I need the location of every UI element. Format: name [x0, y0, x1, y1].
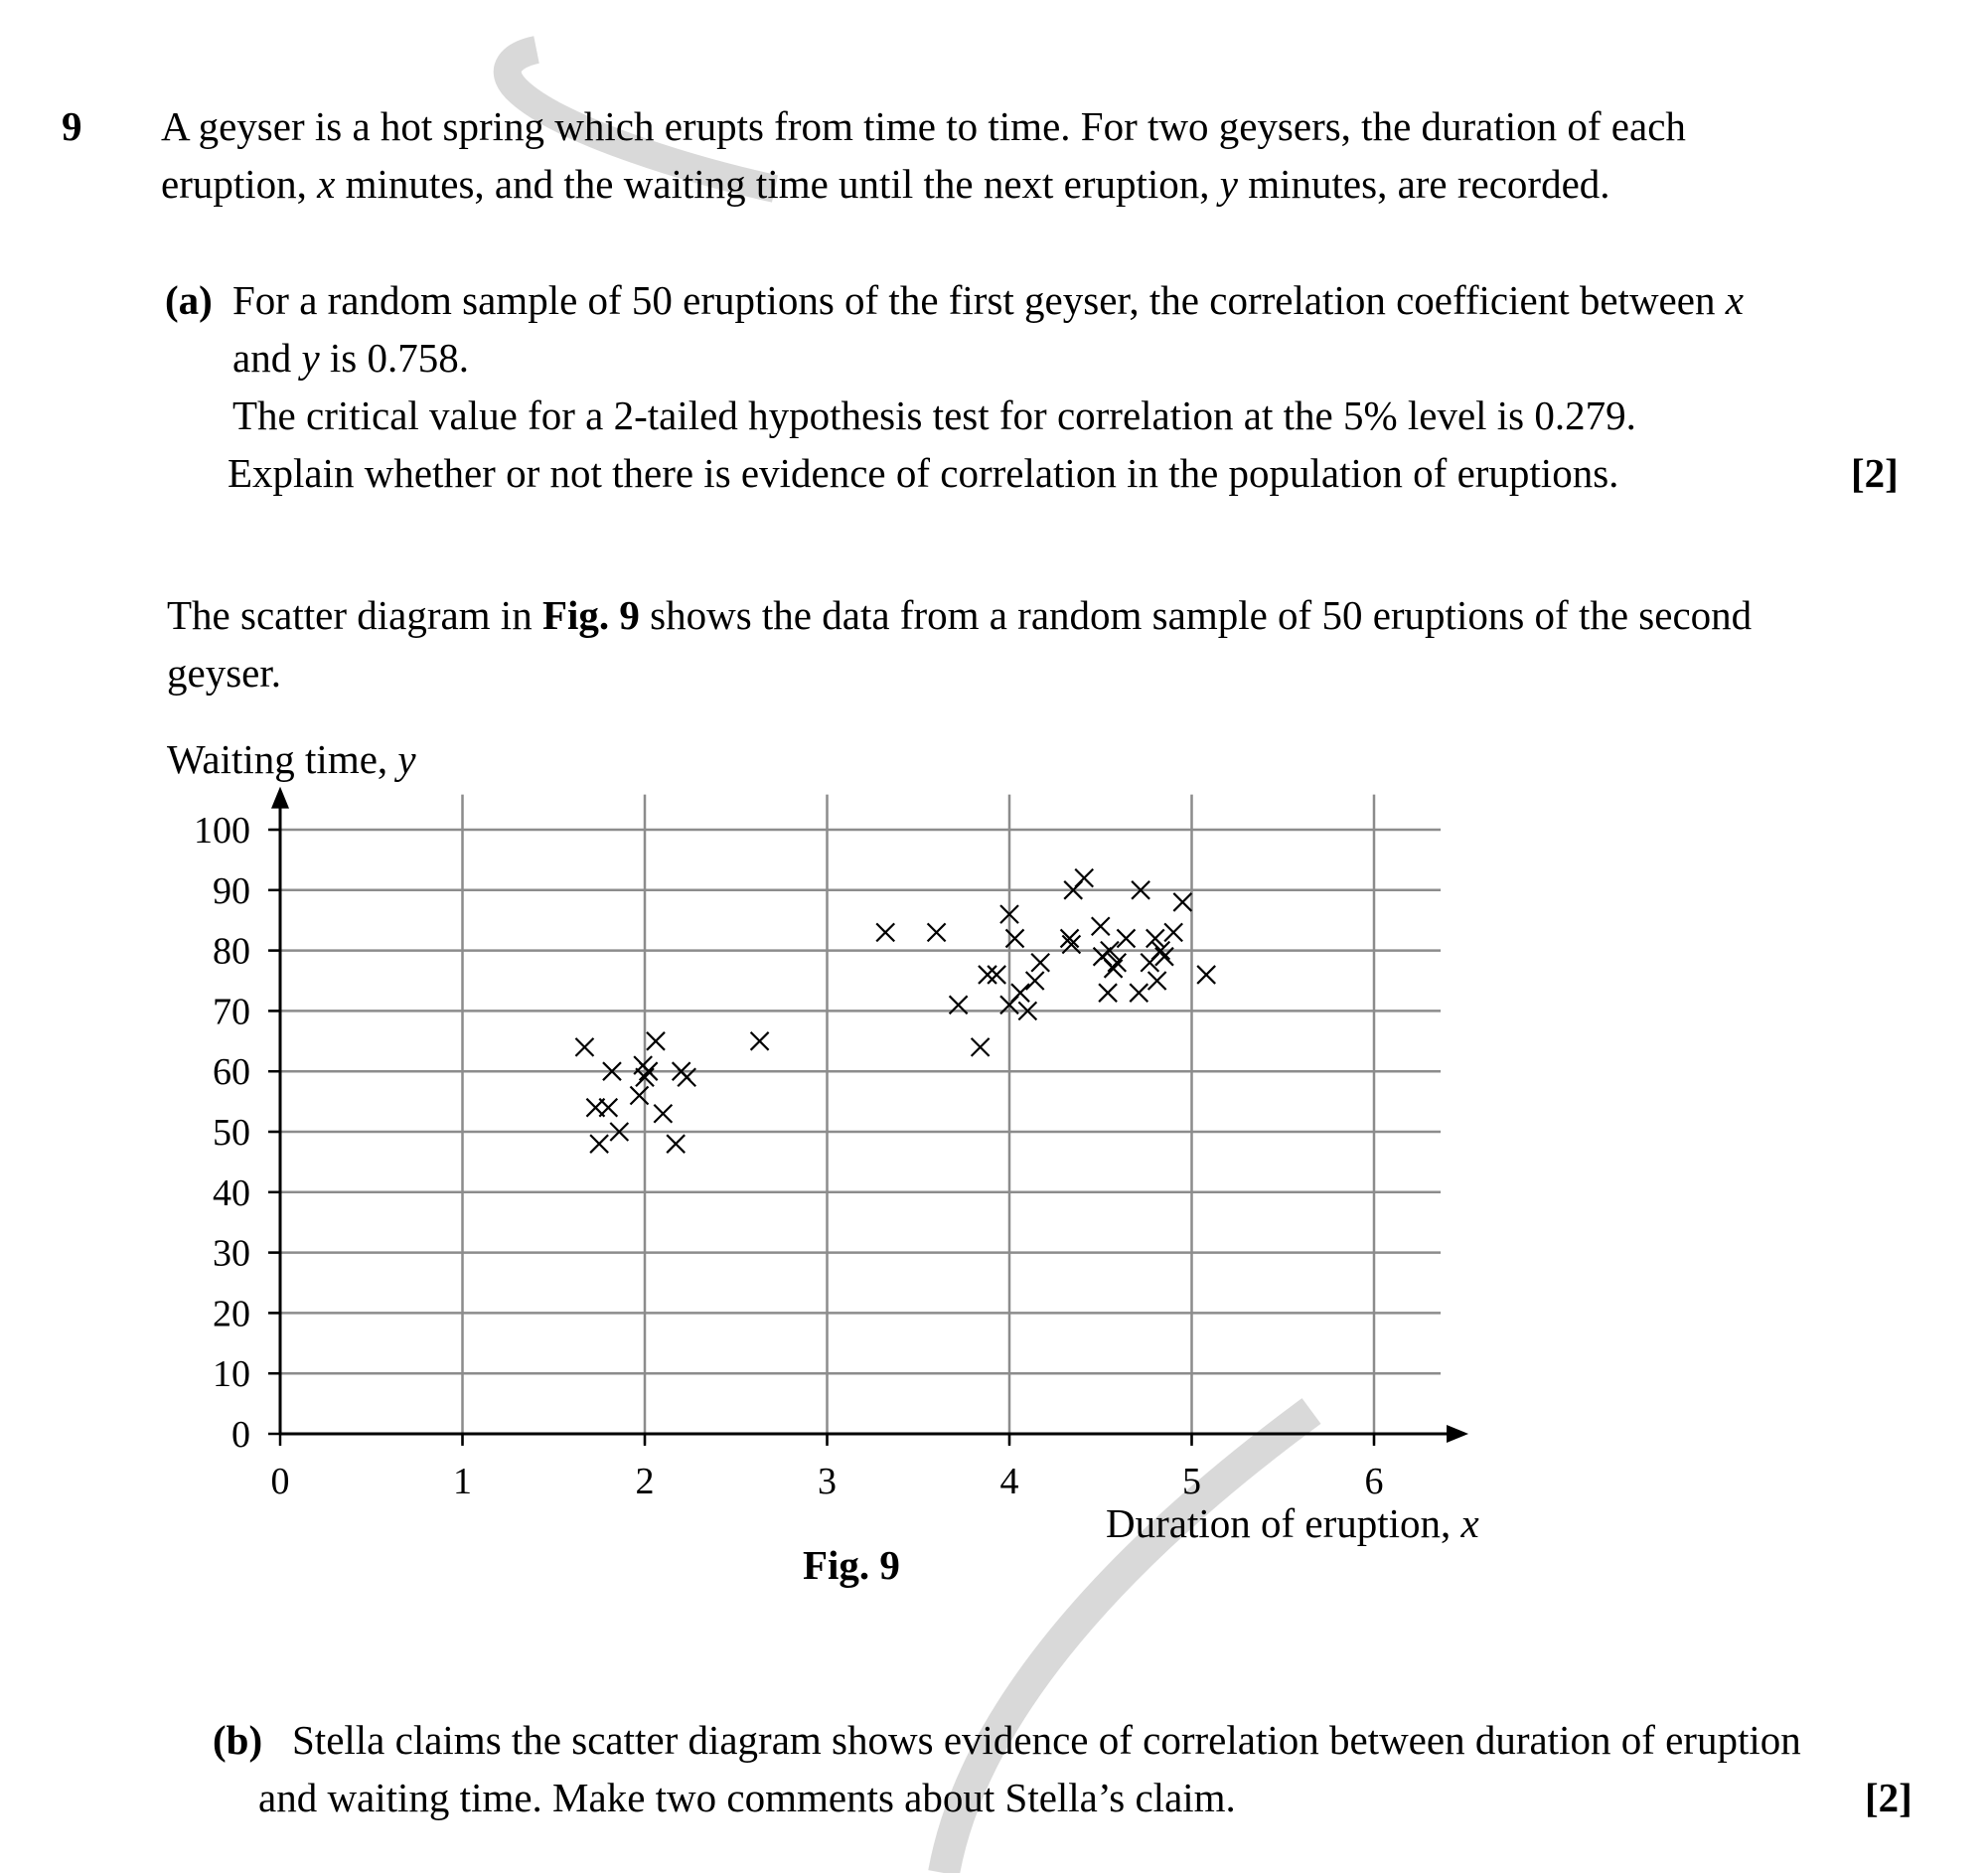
tick-labels — [194, 810, 1384, 1502]
y-tick-label: 100 — [194, 810, 250, 852]
x-tick-label: 2 — [635, 1461, 655, 1502]
x-tick-label: 5 — [1182, 1461, 1201, 1502]
data-point — [979, 966, 996, 984]
data-point — [1173, 893, 1191, 911]
data-point — [590, 1135, 608, 1153]
x-tick-label: 4 — [999, 1461, 1019, 1502]
data-point — [1092, 917, 1110, 935]
x-tick-label: 1 — [453, 1461, 472, 1502]
axes — [268, 787, 1468, 1446]
y-tick-label: 40 — [213, 1171, 250, 1214]
data-point — [1197, 966, 1215, 984]
data-point — [1130, 984, 1147, 1002]
data-point — [1061, 929, 1079, 947]
part-a-line-2-text-a: and — [232, 335, 302, 381]
part-a-line-1-text: For a random sample of 50 eruptions of the first geyser, the correlation coefficient between — [232, 277, 1726, 323]
data-point — [1148, 972, 1166, 990]
data-point — [876, 923, 894, 941]
y-tick-label: 60 — [213, 1051, 250, 1094]
grid — [270, 795, 1441, 1444]
intro-line-1: A geyser is a hot spring which erupts from time to time. For two geysers, the duration of each — [161, 103, 1686, 149]
x-axis-title-text: Duration of eruption, — [1106, 1500, 1461, 1546]
y-tick-label: 10 — [213, 1353, 250, 1396]
intro-var-y: y — [1219, 161, 1238, 207]
y-tick-label: 50 — [213, 1112, 250, 1154]
data-point — [1117, 929, 1135, 947]
part-a-var-y: y — [301, 335, 320, 381]
y-axis-title-text: Waiting time, — [167, 736, 398, 782]
x-axis-title-var: x — [1460, 1500, 1479, 1546]
data-point — [1164, 923, 1182, 941]
intro-line-2-text-c: minutes, are recorded. — [1238, 161, 1610, 207]
stem-text-a: The scatter diagram in — [167, 592, 542, 638]
data-point — [1031, 954, 1049, 972]
data-point — [972, 1038, 990, 1056]
part-a-line-3: The critical value for a 2-tailed hypothesis test for correlation at the 5% level is 0.279. — [232, 392, 1636, 438]
data-point — [667, 1135, 685, 1153]
data-point — [1099, 984, 1117, 1002]
x-tick-label: 3 — [818, 1461, 837, 1502]
x-tick-label: 0 — [270, 1461, 290, 1502]
part-b-line-1: Stella claims the scatter diagram shows evidence of correlation between duration of eruption — [292, 1717, 1801, 1763]
part-b-line-2: and waiting time. Make two comments about Stella’s claim. — [258, 1775, 1236, 1820]
data-point — [751, 1032, 769, 1050]
part-b-label: (b) — [213, 1717, 263, 1763]
intro-line-2-text-a: eruption, — [161, 161, 318, 207]
part-b-marks: [2] — [1865, 1775, 1912, 1820]
part-a-label: (a) — [165, 277, 213, 323]
data-point — [1105, 960, 1123, 978]
data-point — [988, 966, 1005, 984]
y-tick-label: 0 — [231, 1414, 250, 1456]
y-tick-label: 70 — [213, 991, 250, 1033]
stem-line-2: geyser. — [167, 650, 281, 696]
question-number: 9 — [62, 103, 82, 149]
data-point — [1011, 984, 1029, 1002]
data-point — [928, 923, 946, 941]
data-point — [647, 1032, 665, 1050]
data-point — [599, 1099, 617, 1117]
y-axis-title — [167, 736, 416, 782]
x-axis-arrow — [1447, 1425, 1468, 1443]
y-axis-arrow — [271, 787, 289, 809]
x-tick-label: 6 — [1364, 1461, 1384, 1502]
stem-fig-ref: Fig. 9 — [541, 592, 640, 638]
intro-line-2-text-b: minutes, and the waiting time until the next eruption, — [335, 161, 1220, 207]
y-tick-label: 80 — [213, 930, 250, 973]
y-tick-label: 20 — [213, 1293, 250, 1335]
figure-caption: Fig. 9 — [803, 1542, 900, 1588]
stem-text-b: shows the data from a random sample of 50 eruptions of the second — [639, 592, 1753, 638]
y-tick-label: 30 — [213, 1232, 250, 1275]
data-point — [1026, 972, 1044, 990]
y-axis-title-var: y — [397, 736, 416, 782]
data-point — [1075, 869, 1093, 887]
part-a-var-x: x — [1725, 277, 1744, 323]
part-a-marks: [2] — [1851, 450, 1899, 496]
data-point — [654, 1105, 672, 1123]
x-axis-title — [1106, 1500, 1479, 1546]
y-tick-label: 90 — [213, 869, 250, 912]
part-a-line-2-text-b: is 0.758. — [319, 335, 470, 381]
intro-var-x: x — [317, 161, 336, 207]
part-a-line-4: Explain whether or not there is evidence of correlation in the population of eruptions. — [228, 450, 1619, 496]
data-point — [575, 1038, 593, 1056]
